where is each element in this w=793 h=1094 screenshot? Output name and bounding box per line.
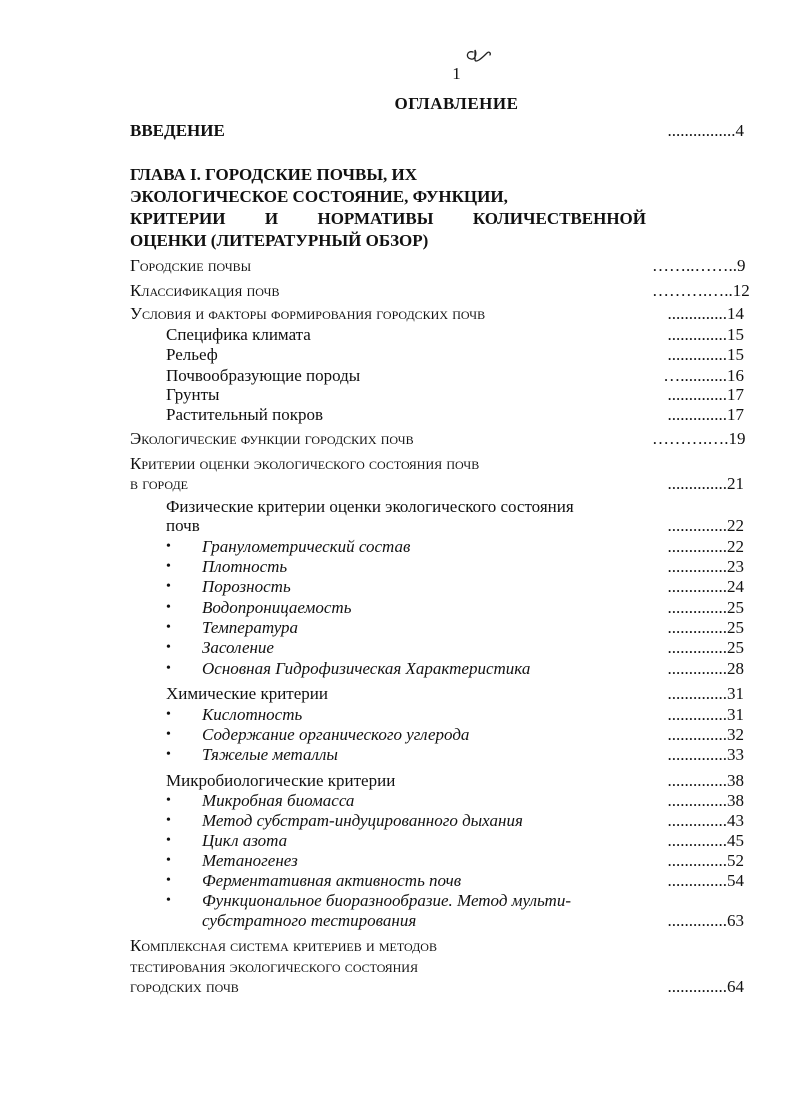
toc-page: ..............32 xyxy=(667,725,744,744)
toc-entry xyxy=(0,497,793,517)
toc-label: Функциональное биоразнообразие. Метод мульти- xyxy=(202,891,571,910)
toc-entry xyxy=(0,851,793,871)
toc-entry xyxy=(0,791,793,811)
toc-page: ..............33 xyxy=(667,745,744,764)
bullet-icon: • xyxy=(166,747,171,762)
toc-page: ..............15 xyxy=(667,325,744,344)
toc-label: Химические критерии xyxy=(166,684,328,703)
toc-label: Почвообразующие породы xyxy=(166,366,361,385)
toc-entry xyxy=(0,304,793,324)
toc-label: Кислотность xyxy=(202,705,303,724)
toc-page: ..............25 xyxy=(667,598,744,617)
toc-page: ..............14 xyxy=(667,304,744,323)
toc-entry xyxy=(0,684,793,704)
toc-entry xyxy=(0,385,793,405)
toc-entry xyxy=(0,911,793,931)
toc-label: Метаногенез xyxy=(202,851,298,870)
toc-label: Физические критерии оценки экологического состояния xyxy=(166,497,574,516)
toc-page: ..............25 xyxy=(667,638,744,657)
toc-label: Микробиологические критерии xyxy=(166,771,396,790)
toc-entry xyxy=(0,705,793,725)
bullet-icon: • xyxy=(166,793,171,808)
bullet-icon: • xyxy=(166,579,171,594)
toc-label: почв xyxy=(166,516,200,535)
page-title: ОГЛАВЛЕНИЕ xyxy=(394,94,519,113)
bullet-icon: • xyxy=(166,707,171,722)
toc-label: Экологические функции городских почв xyxy=(130,429,414,448)
toc-label: Порозность xyxy=(202,577,291,596)
chapter-heading xyxy=(130,164,646,252)
toc-label: в городе xyxy=(130,474,188,493)
chapter-heading-line: КРИТЕРИИ И НОРМАТИВЫ КОЛИЧЕСТВЕННОЙ xyxy=(130,209,646,228)
toc-entry xyxy=(0,659,793,679)
toc-page: …...........16 xyxy=(663,366,744,385)
toc-entry xyxy=(0,454,793,474)
toc-label: Засоление xyxy=(202,638,274,657)
toc-page: ..............15 xyxy=(667,345,744,364)
toc-entry xyxy=(0,325,793,345)
toc-label: ВВЕДЕНИЕ xyxy=(130,121,225,140)
toc-page: ................4 xyxy=(667,121,744,140)
toc-page: ……….…..12 xyxy=(652,281,750,300)
bullet-icon: • xyxy=(166,813,171,828)
toc-page: ..............38 xyxy=(667,771,744,790)
toc-entry xyxy=(0,771,793,791)
toc-label: Специфика климата xyxy=(166,325,311,344)
toc-label: Ферментативная активность почв xyxy=(202,871,462,890)
toc-entry xyxy=(0,474,793,494)
bullet-icon: • xyxy=(166,620,171,635)
toc-page: ..............31 xyxy=(667,705,744,724)
toc-page: ..............21 xyxy=(667,474,744,493)
toc-entry xyxy=(0,429,793,449)
bullet-icon: • xyxy=(166,539,171,554)
chapter-heading-line: ГЛАВА I. ГОРОДСКИЕ ПОЧВЫ, ИХ xyxy=(130,165,418,184)
toc-label: Рельеф xyxy=(166,345,218,364)
toc-entry xyxy=(0,405,793,425)
toc-label: Плотность xyxy=(202,557,288,576)
toc-entry xyxy=(0,891,793,911)
toc-entry xyxy=(0,345,793,365)
toc-page: ……..……..9 xyxy=(652,256,746,275)
toc-page: ..............31 xyxy=(667,684,744,703)
bullet-icon: • xyxy=(166,661,171,676)
toc-page: ..............22 xyxy=(667,516,744,535)
toc-label: Критерии оценки экологического состояния почв xyxy=(130,454,480,473)
toc-page: ..............28 xyxy=(667,659,744,678)
toc-entry xyxy=(0,725,793,745)
toc-page: ..............63 xyxy=(667,911,744,930)
toc-page: ..............52 xyxy=(667,851,744,870)
toc-page: ..............23 xyxy=(667,557,744,576)
toc-page: ..............24 xyxy=(667,577,744,596)
handwritten-mark-icon xyxy=(463,44,493,64)
toc-label: тестирования экологического состояния xyxy=(130,957,418,976)
toc-entry xyxy=(0,281,793,301)
toc-entry xyxy=(0,598,793,618)
toc-page: ..............22 xyxy=(667,537,744,556)
toc-page: ..............45 xyxy=(667,831,744,850)
toc-page: ..............64 xyxy=(667,977,744,996)
toc-label: Температура xyxy=(202,618,299,637)
toc-label: Содержание органического углерода xyxy=(202,725,470,744)
toc-entry xyxy=(0,831,793,851)
toc-label: Тяжелые металлы xyxy=(202,745,338,764)
toc-page: ..............38 xyxy=(667,791,744,810)
bullet-icon: • xyxy=(166,640,171,655)
toc-label: Метод субстрат-индуцированного дыхания xyxy=(202,811,523,830)
toc-page: ..............43 xyxy=(667,811,744,830)
toc-entry xyxy=(0,366,793,386)
toc-page: ..............25 xyxy=(667,618,744,637)
chapter-heading-line: ОЦЕНКИ (ЛИТЕРАТУРНЫЙ ОБЗОР) xyxy=(130,231,429,250)
page-number: 1 xyxy=(452,64,461,83)
bullet-icon: • xyxy=(166,559,171,574)
toc-entry xyxy=(0,516,793,536)
toc-entry xyxy=(0,577,793,597)
toc-label: Городские почвы xyxy=(130,256,252,275)
bullet-icon: • xyxy=(166,853,171,868)
toc-label: Комплексная система критериев и методов xyxy=(130,936,437,955)
toc-entry xyxy=(0,871,793,891)
bullet-icon: • xyxy=(166,600,171,615)
toc-label: Водопроницаемость xyxy=(202,598,352,617)
toc-entry xyxy=(0,811,793,831)
bullet-icon: • xyxy=(166,833,171,848)
toc-entry xyxy=(0,936,793,956)
bullet-icon: • xyxy=(166,873,171,888)
toc-entry xyxy=(0,638,793,658)
toc-entry xyxy=(0,256,793,276)
toc-label: Условия и факторы формирования городских почв xyxy=(130,304,486,323)
toc-entry xyxy=(0,745,793,765)
toc-label: Основная Гидрофизическая Характеристика xyxy=(202,659,531,678)
toc-label: Классификация почв xyxy=(130,281,280,300)
bullet-icon: • xyxy=(166,727,171,742)
toc-label: Грунты xyxy=(166,385,220,404)
chapter-heading-line: ЭКОЛОГИЧЕСКОЕ СОСТОЯНИЕ, ФУНКЦИИ, xyxy=(130,187,508,206)
toc-label: Гранулометрический состав xyxy=(202,537,411,556)
toc-page: ..............17 xyxy=(667,405,744,424)
toc-label: городских почв xyxy=(130,977,239,996)
bullet-icon: • xyxy=(166,893,171,908)
toc-entry xyxy=(0,537,793,557)
toc-entry xyxy=(0,618,793,638)
toc-entry xyxy=(0,557,793,577)
toc-page: ……….….19 xyxy=(652,429,746,448)
toc-label: Цикл азота xyxy=(202,831,288,850)
toc-entry xyxy=(0,977,793,997)
toc-page: ..............54 xyxy=(667,871,744,890)
toc-label: Растительный покров xyxy=(166,405,324,424)
toc-label: Микробная биомасса xyxy=(202,791,355,810)
toc-page: ..............17 xyxy=(667,385,744,404)
toc-label: субстратного тестирования xyxy=(202,911,417,930)
toc-entry-intro xyxy=(0,121,793,141)
toc-entry xyxy=(0,957,793,977)
